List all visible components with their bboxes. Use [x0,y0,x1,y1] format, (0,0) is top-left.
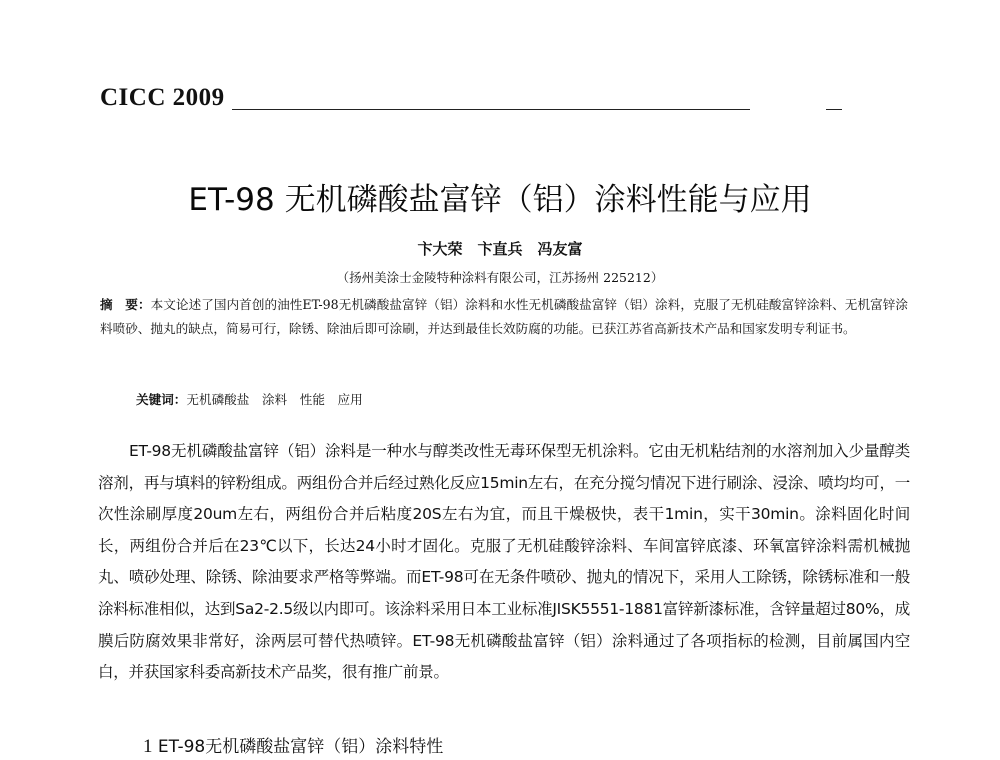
keywords-label: 关键词： [136,392,187,407]
section-title: ET-98无机磷酸盐富锌（铝）涂料特性 [157,737,444,757]
header-rule-end [826,109,842,110]
section-heading [143,732,443,758]
abstract-label: 摘 要： [100,297,151,312]
abstract-text: 本文论述了国内首创的油性ET-98无机磷酸盐富锌（铝）涂料和水性无机磷酸盐富锌（铝）涂料，克服了无机硅酸富锌涂料、无机富锌涂料喷砂、抛丸的缺点，简易可行，除锈、除油后即可涂刷，并达到最佳长效防腐的功能。已获江苏省高新技术产品和国家发明专利证书。 [100,297,909,336]
abstract [100,293,908,341]
keywords-text: 无机磷酸盐 涂料 性能 应用 [186,392,363,407]
conference-label: CICC 2009 [100,84,225,111]
keywords [136,389,363,408]
paper-title: ET-98 无机磷酸盐富锌（铝）涂料性能与应用 [188,182,812,218]
section-number: 1 [143,736,153,757]
affiliation: （扬州美涂士金陵特种涂料有限公司，江苏扬州 225212） [336,270,664,285]
author-list: 卞大荣 卞直兵 冯友富 [417,240,583,258]
body-paragraph: ET-98无机磷酸盐富锌（铝）涂料是一种水与醇类改性无毒环保型无机涂料。它由无机粘结剂的水溶剂加入少量醇类溶剂，再与填料的锌粉组成。两组份合并后经过熟化反应15min左右，在充分搅匀情况下进行刷涂、浸涂、喷均均可，一次性涂刷厚度20um左右，两组份合并后粘度20S左右为宜，而且干燥极快，表干1min，实干30min。涂料固化时间长，两组份合并后在23℃以下，长达24小时才固化。克服了无机硅酸锌涂料、车间富锌底漆、环氧富锌涂料需机械抛丸、喷砂处理、除锈、除油要求严格等弊端。而ET-98可在无条件喷砂、抛丸的情况下，采用人工除锈，除锈标准和一般涂料标准相似，达到Sa2-2.5级以内即可。该涂料采用日本工业标准JISK5551-1881富锌新漆标准，含锌量超过80%，成膜后防腐效果非常好，涂两层可替代热喷锌。ET-98无机磷酸盐富锌（铝）涂料通过了各项指标的检测，目前属国内空白，并获国家科委高新技术产品奖，很有推广前景。 [98,442,910,682]
header-rule [232,109,750,110]
